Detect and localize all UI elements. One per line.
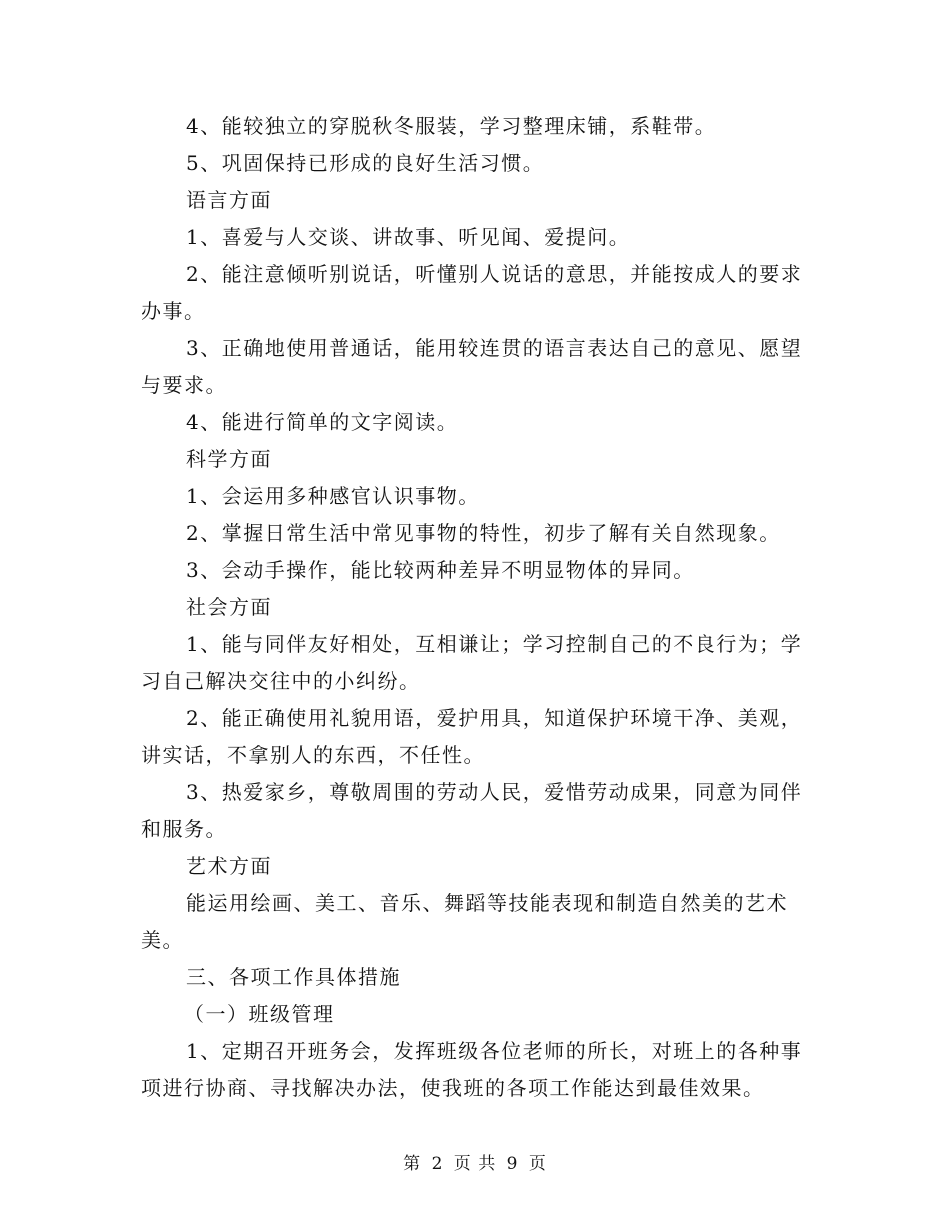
paragraph-line-continued: 习自己解决交往中的小纠纷。 [141, 669, 421, 693]
page-number-suffix: 页 [528, 1154, 547, 1174]
paragraph-line: 4、能进行简单的文字阅读。 [186, 410, 459, 434]
page-number-middle: 页 共 [453, 1154, 497, 1174]
paragraph-line-continued: 项进行协商、寻找解决办法，使我班的各项工作能达到最佳效果。 [141, 1076, 765, 1100]
section-heading-measures: 三、各项工作具体措施 [186, 965, 401, 989]
page-footer [0, 1152, 950, 1176]
paragraph-line-continued: 与要求。 [141, 373, 227, 397]
section-heading-language: 语言方面 [186, 188, 272, 212]
paragraph-line: 1、定期召开班务会，发挥班级各位老师的所长，对班上的各种事 [186, 1039, 803, 1063]
paragraph-line: 1、会运用多种感官认识事物。 [186, 484, 480, 508]
document-body [141, 108, 809, 1107]
paragraph-line: 1、能与同伴友好相处，互相谦让；学习控制自己的不良行为；学 [186, 632, 803, 656]
section-heading-society: 社会方面 [186, 595, 272, 619]
page-number-total: 9 [506, 1154, 519, 1174]
paragraph-line: 1、喜爱与人交谈、讲故事、听见闻、爱提问。 [186, 225, 631, 249]
paragraph-line: 5、巩固保持已形成的良好生活习惯。 [186, 151, 545, 175]
paragraph-line: 2、能注意倾听别说话，听懂别人说话的意思，并能按成人的要求 [186, 262, 803, 286]
section-heading-science: 科学方面 [186, 447, 272, 471]
section-heading-art: 艺术方面 [186, 854, 272, 878]
subsection-heading-class-management: （一）班级管理 [184, 1002, 335, 1026]
page-number-current: 2 [431, 1154, 444, 1174]
paragraph-line: 能运用绘画、美工、音乐、舞蹈等技能表现和制造自然美的艺术 [186, 891, 788, 915]
paragraph-line-continued: 讲实话，不拿别人的东西，不任性。 [141, 743, 485, 767]
paragraph-line: 3、热爱家乡，尊敬周围的劳动人民，爱惜劳动成果，同意为同伴 [186, 780, 803, 804]
paragraph-line: 2、掌握日常生活中常见事物的特性，初步了解有关自然现象。 [186, 521, 781, 545]
paragraph-line-continued: 办事。 [141, 299, 206, 323]
paragraph-line: 3、正确地使用普通话，能用较连贯的语言表达自己的意见、愿望 [186, 336, 803, 360]
paragraph-line-continued: 和服务。 [141, 817, 227, 841]
page-number-prefix: 第 [403, 1154, 422, 1174]
paragraph-line: 3、会动手操作，能比较两种差异不明显物体的异同。 [186, 558, 695, 582]
paragraph-line-continued: 美。 [141, 928, 184, 952]
paragraph-line: 4、能较独立的穿脱秋冬服装，学习整理床铺，系鞋带。 [186, 114, 717, 138]
paragraph-line: 2、能正确使用礼貌用语，爱护用具，知道保护环境干净、美观， [186, 706, 803, 730]
